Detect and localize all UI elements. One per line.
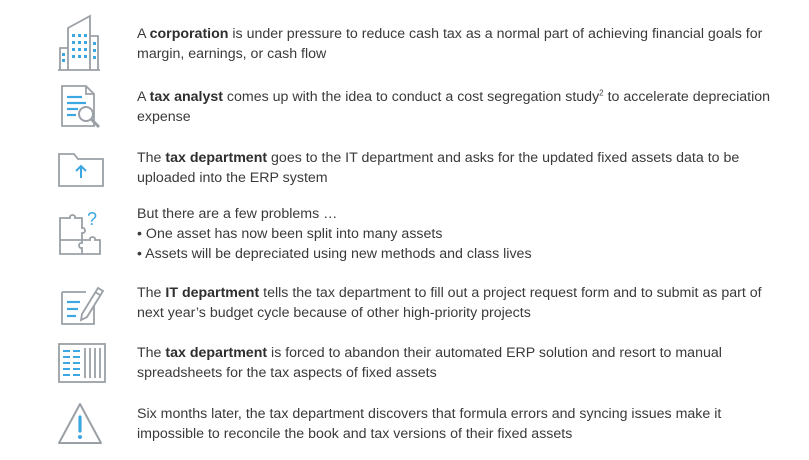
- svg-text:?: ?: [87, 209, 98, 229]
- bullet-item: • Assets will be depreciated using new methods and class lives: [137, 246, 532, 262]
- emphasis: tax department: [165, 345, 268, 361]
- story-text: Six months later, the tax department discovers that formula errors and syncing issues make it impossible to reconcile the book and tax versions of their fixed assets: [137, 406, 722, 442]
- form-edit-icon: [56, 282, 104, 330]
- emphasis: corporation: [149, 26, 229, 42]
- story-text: The IT department tells the tax department to fill out a project request form and to submit as part of next year’s budget cycle because of other high-priority projects: [137, 285, 762, 321]
- warning-icon: [56, 400, 104, 448]
- footnote-marker: 2: [599, 88, 604, 98]
- folder-upload-icon: [56, 146, 106, 194]
- spreadsheet-icon: [56, 340, 108, 388]
- emphasis: IT department: [165, 285, 260, 301]
- story-text: The tax department is forced to abandon their automated ERP solution and resort to manual spreadsheets for the tax aspects of fixed assets: [137, 345, 722, 381]
- story-text: A corporation is under pressure to reduce cash tax as a normal part of achieving financial goals for margin, earnings, or cash flow: [137, 26, 763, 62]
- emphasis: tax analyst: [149, 89, 223, 105]
- story-text: A tax analyst comes up with the idea to conduct a cost segregation study$^2$ to accelerate depreciation expense: [137, 88, 771, 125]
- bullet-item: • One asset has now been split into many assets: [137, 226, 443, 242]
- story-text: [137, 204, 777, 264]
- emphasis: tax department: [165, 150, 268, 166]
- story-text: The tax department goes to the IT department and asks for the updated fixed assets data to be uploaded into the ERP system: [137, 150, 740, 186]
- document-search-icon: [56, 82, 104, 130]
- building-icon: [56, 14, 102, 72]
- puzzle-question-icon: [56, 208, 104, 256]
- intro-line: But there are a few problems …: [137, 206, 338, 222]
